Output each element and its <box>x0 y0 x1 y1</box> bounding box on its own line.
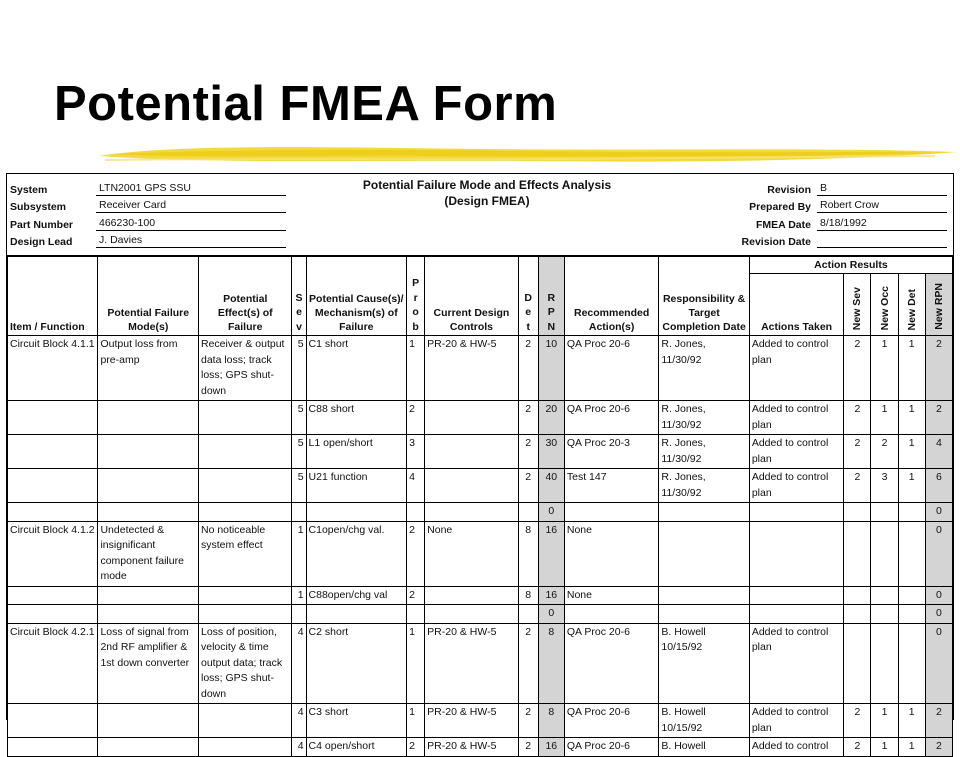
new-rpn-cell: 2 <box>925 336 952 401</box>
responsibility-cell <box>659 586 749 605</box>
recommended-cell <box>564 503 659 522</box>
new-sev-cell <box>844 586 871 605</box>
rpn-cell: 8 <box>538 704 564 738</box>
actions-taken-cell: Added to control plan <box>749 623 844 704</box>
item-cell <box>8 738 98 757</box>
system-label: System <box>10 183 48 196</box>
cause-cell: C4 open/short <box>306 738 407 757</box>
new-occ-cell: 2 <box>871 435 898 469</box>
det-cell: 2 <box>518 738 538 757</box>
new-occ-cell: 1 <box>871 336 898 401</box>
header-left-fields <box>10 178 286 248</box>
failure-mode-cell: Loss of signal from 2nd RF amplifier & 1st down converter <box>98 623 199 704</box>
det-cell: 8 <box>518 586 538 605</box>
effect-cell <box>199 605 292 624</box>
effect-cell <box>199 586 292 605</box>
new-occ-cell <box>871 521 898 586</box>
prob-cell <box>407 503 425 522</box>
design-lead-value: J. Davies <box>96 233 286 248</box>
failure-mode-cell <box>98 503 199 522</box>
revision-value: B <box>817 181 947 196</box>
controls-cell <box>425 435 518 469</box>
new-rpn-cell: 2 <box>925 704 952 738</box>
new-det-cell <box>898 503 925 522</box>
item-cell <box>8 586 98 605</box>
actions-taken-cell <box>749 586 844 605</box>
item-cell: Circuit Block 4.2.1 <box>8 623 98 704</box>
new-occ-cell: 1 <box>871 401 898 435</box>
col-header-new-rpn: New RPN <box>925 274 952 336</box>
col-header-actions-taken: Actions Taken <box>749 274 844 336</box>
recommended-cell: QA Proc 20-6 <box>564 738 659 757</box>
table-row <box>8 704 953 738</box>
new-det-cell <box>898 586 925 605</box>
failure-mode-cell <box>98 586 199 605</box>
new-rpn-cell: 2 <box>925 738 952 757</box>
table-row <box>8 521 953 586</box>
new-occ-cell <box>871 623 898 704</box>
new-det-cell: 1 <box>898 704 925 738</box>
table-row <box>8 586 953 605</box>
failure-mode-cell <box>98 605 199 624</box>
new-sev-cell: 2 <box>844 401 871 435</box>
item-cell: Circuit Block 4.1.2 <box>8 521 98 586</box>
responsibility-cell: R. Jones, 11/30/92 <box>659 469 749 503</box>
item-cell <box>8 469 98 503</box>
controls-cell: PR-20 & HW-5 <box>425 623 518 704</box>
header-field-revision <box>697 178 947 196</box>
cause-cell <box>306 605 407 624</box>
sev-cell <box>292 503 306 522</box>
header-right-fields <box>697 178 947 248</box>
new-det-cell <box>898 521 925 586</box>
sev-cell: 4 <box>292 623 306 704</box>
col-header-rpn: R P N <box>538 257 564 336</box>
design-lead-label: Design Lead <box>10 236 73 248</box>
header-field-subsystem <box>10 196 286 214</box>
cause-cell: C88 short <box>306 401 407 435</box>
actions-taken-cell: Added to control plan <box>749 336 844 401</box>
subsystem-value: Receiver Card <box>96 198 286 213</box>
new-sev-cell: 2 <box>844 435 871 469</box>
controls-cell <box>425 503 518 522</box>
recommended-cell: None <box>564 521 659 586</box>
rpn-cell: 8 <box>538 623 564 704</box>
recommended-cell: QA Proc 20-6 <box>564 336 659 401</box>
prob-cell: 2 <box>407 586 425 605</box>
col-header-new-sev: New Sev <box>844 274 871 336</box>
part-number-value: 466230-100 <box>96 216 286 231</box>
sev-cell <box>292 605 306 624</box>
new-det-cell <box>898 605 925 624</box>
fmea-table-body <box>8 336 953 757</box>
recommended-cell: QA Proc 20-6 <box>564 704 659 738</box>
responsibility-cell <box>659 503 749 522</box>
controls-cell <box>425 605 518 624</box>
recommended-cell: Test 147 <box>564 469 659 503</box>
cause-cell: C88open/chg val <box>306 586 407 605</box>
effect-cell <box>199 435 292 469</box>
table-row <box>8 336 953 401</box>
col-header-cause: Potential Cause(s)/ Mechanism(s) of Failure <box>306 257 407 336</box>
col-header-prob: P r o b <box>407 257 425 336</box>
new-det-cell: 1 <box>898 401 925 435</box>
new-sev-cell <box>844 623 871 704</box>
item-cell <box>8 401 98 435</box>
new-det-cell: 1 <box>898 738 925 757</box>
header-field-revision-date <box>697 231 947 249</box>
new-rpn-cell: 0 <box>925 521 952 586</box>
controls-cell <box>425 469 518 503</box>
rpn-cell: 16 <box>538 586 564 605</box>
col-header-new-occ: New Occ <box>871 274 898 336</box>
sev-cell: 5 <box>292 401 306 435</box>
new-det-cell <box>898 623 925 704</box>
det-cell: 2 <box>518 435 538 469</box>
actions-taken-cell <box>749 605 844 624</box>
det-cell: 2 <box>518 623 538 704</box>
fmea-form <box>6 173 954 752</box>
header-field-prepared-by <box>697 196 947 214</box>
effect-cell <box>199 704 292 738</box>
form-title-line1: Potential Failure Mode and Effects Analysis <box>362 178 612 192</box>
part-number-label: Part Number <box>10 218 74 231</box>
new-rpn-cell: 2 <box>925 401 952 435</box>
prepared-by-value: Robert Crow <box>817 198 947 213</box>
item-cell <box>8 503 98 522</box>
failure-mode-cell <box>98 704 199 738</box>
table-header-row-1 <box>8 257 953 274</box>
recommended-cell: QA Proc 20-3 <box>564 435 659 469</box>
prob-cell <box>407 605 425 624</box>
cause-cell: C2 short <box>306 623 407 704</box>
system-value: LTN2001 GPS SSU <box>96 181 286 196</box>
sev-cell: 4 <box>292 738 306 757</box>
new-sev-cell <box>844 521 871 586</box>
new-det-cell: 1 <box>898 469 925 503</box>
new-det-cell: 1 <box>898 435 925 469</box>
col-header-item: Item / Function <box>8 257 98 336</box>
cause-cell: C1 short <box>306 336 407 401</box>
sev-cell: 1 <box>292 586 306 605</box>
actions-taken-cell <box>749 503 844 522</box>
failure-mode-cell <box>98 738 199 757</box>
actions-taken-cell: Added to control plan <box>749 401 844 435</box>
new-sev-cell <box>844 605 871 624</box>
effect-cell: No noticeable system effect <box>199 521 292 586</box>
effect-cell <box>199 738 292 757</box>
new-rpn-cell: 0 <box>925 586 952 605</box>
det-cell: 2 <box>518 469 538 503</box>
table-row <box>8 738 953 757</box>
det-cell: 2 <box>518 336 538 401</box>
sev-cell: 1 <box>292 521 306 586</box>
recommended-cell <box>564 605 659 624</box>
prob-cell: 2 <box>407 401 425 435</box>
item-cell: Circuit Block 4.1.1 <box>8 336 98 401</box>
item-cell <box>8 435 98 469</box>
sev-cell: 4 <box>292 704 306 738</box>
new-sev-cell: 2 <box>844 704 871 738</box>
new-sev-cell: 2 <box>844 469 871 503</box>
new-det-cell: 1 <box>898 336 925 401</box>
sev-cell: 5 <box>292 435 306 469</box>
new-rpn-cell: 4 <box>925 435 952 469</box>
header-field-fmea-date <box>697 213 947 231</box>
det-cell: 8 <box>518 521 538 586</box>
recommended-cell: QA Proc 20-6 <box>564 401 659 435</box>
effect-cell: Receiver & output data loss; track loss; GPS shut-down <box>199 336 292 401</box>
table-row <box>8 503 953 522</box>
col-header-failure-mode: Potential Failure Mode(s) <box>98 257 199 336</box>
cause-cell: C1open/chg val. <box>306 521 407 586</box>
new-rpn-cell: 0 <box>925 503 952 522</box>
header-field-design-lead <box>10 231 286 249</box>
revision-label: Revision <box>767 183 811 196</box>
controls-cell: None <box>425 521 518 586</box>
header-field-system <box>10 178 286 196</box>
actions-taken-cell <box>749 521 844 586</box>
effect-cell: Loss of position, velocity & time output data; track loss; GPS shut-down <box>199 623 292 704</box>
controls-cell <box>425 586 518 605</box>
controls-cell <box>425 401 518 435</box>
controls-cell: PR-20 & HW-5 <box>425 738 518 757</box>
col-header-recommended: Recommended Action(s) <box>564 257 659 336</box>
sev-cell: 5 <box>292 469 306 503</box>
new-rpn-cell: 0 <box>925 605 952 624</box>
col-header-responsibility: Responsibility & Target Completion Date <box>659 257 749 336</box>
cause-cell: U21 function <box>306 469 407 503</box>
cause-cell <box>306 503 407 522</box>
table-row <box>8 623 953 704</box>
actions-taken-cell: Added to control <box>749 738 844 757</box>
failure-mode-cell <box>98 401 199 435</box>
subsystem-label: Subsystem <box>10 201 67 213</box>
prob-cell: 4 <box>407 469 425 503</box>
col-header-new-det: New Det <box>898 274 925 336</box>
new-rpn-cell: 0 <box>925 623 952 704</box>
new-occ-cell <box>871 605 898 624</box>
sev-cell: 5 <box>292 336 306 401</box>
col-header-action-results: Action Results <box>749 257 952 274</box>
failure-mode-cell <box>98 469 199 503</box>
slide-title: Potential FMEA Form <box>54 77 558 131</box>
prob-cell: 1 <box>407 704 425 738</box>
failure-mode-cell: Output loss from pre-amp <box>98 336 199 401</box>
effect-cell <box>199 401 292 435</box>
new-sev-cell <box>844 503 871 522</box>
failure-mode-cell: Undetected & insignificant component failure mode <box>98 521 199 586</box>
new-sev-cell: 2 <box>844 336 871 401</box>
det-cell: 2 <box>518 401 538 435</box>
effect-cell <box>199 503 292 522</box>
controls-cell: PR-20 & HW-5 <box>425 704 518 738</box>
responsibility-cell <box>659 605 749 624</box>
controls-cell: PR-20 & HW-5 <box>425 336 518 401</box>
rpn-cell: 16 <box>538 738 564 757</box>
rpn-cell: 0 <box>538 605 564 624</box>
actions-taken-cell: Added to control plan <box>749 435 844 469</box>
responsibility-cell: R. Jones, 11/30/92 <box>659 336 749 401</box>
fmea-table <box>7 256 953 757</box>
fmea-date-label: FMEA Date <box>755 218 811 231</box>
rpn-cell: 10 <box>538 336 564 401</box>
recommended-cell: None <box>564 586 659 605</box>
revision-date-label: Revision Date <box>741 236 811 248</box>
effect-cell <box>199 469 292 503</box>
rpn-cell: 16 <box>538 521 564 586</box>
rpn-cell: 0 <box>538 503 564 522</box>
col-header-det: D e t <box>518 257 538 336</box>
cause-cell: C3 short <box>306 704 407 738</box>
form-title-line2: (Design FMEA) <box>444 194 530 208</box>
actions-taken-cell: Added to control plan <box>749 469 844 503</box>
responsibility-cell: B. Howell <box>659 738 749 757</box>
col-header-sev: S e v <box>292 257 306 336</box>
col-header-effect: Potential Effect(s) of Failure <box>199 257 292 336</box>
new-occ-cell: 3 <box>871 469 898 503</box>
table-row <box>8 401 953 435</box>
new-occ-cell <box>871 586 898 605</box>
item-cell <box>8 605 98 624</box>
det-cell <box>518 605 538 624</box>
cause-cell: L1 open/short <box>306 435 407 469</box>
table-row <box>8 435 953 469</box>
failure-mode-cell <box>98 435 199 469</box>
recommended-cell: QA Proc 20-6 <box>564 623 659 704</box>
revision-date-value <box>817 233 947 248</box>
prob-cell: 1 <box>407 623 425 704</box>
new-sev-cell: 2 <box>844 738 871 757</box>
fmea-date-value: 8/18/1992 <box>817 216 947 231</box>
responsibility-cell: R. Jones, 11/30/92 <box>659 435 749 469</box>
rpn-cell: 20 <box>538 401 564 435</box>
prob-cell: 2 <box>407 738 425 757</box>
item-cell <box>8 704 98 738</box>
table-row <box>8 605 953 624</box>
responsibility-cell: B. Howell 10/15/92 <box>659 623 749 704</box>
rpn-cell: 30 <box>538 435 564 469</box>
new-occ-cell: 1 <box>871 738 898 757</box>
new-rpn-cell: 6 <box>925 469 952 503</box>
responsibility-cell: R. Jones, 11/30/92 <box>659 401 749 435</box>
header-field-part-number <box>10 213 286 231</box>
responsibility-cell <box>659 521 749 586</box>
new-occ-cell: 1 <box>871 704 898 738</box>
actions-taken-cell: Added to control plan <box>749 704 844 738</box>
prob-cell: 2 <box>407 521 425 586</box>
prob-cell: 1 <box>407 336 425 401</box>
form-title <box>307 177 667 209</box>
prepared-by-label: Prepared By <box>749 201 811 213</box>
rpn-cell: 40 <box>538 469 564 503</box>
table-row <box>8 469 953 503</box>
det-cell <box>518 503 538 522</box>
col-header-controls: Current Design Controls <box>425 257 518 336</box>
yellow-brush-stroke <box>95 138 960 172</box>
form-header <box>7 174 953 256</box>
prob-cell: 3 <box>407 435 425 469</box>
det-cell: 2 <box>518 704 538 738</box>
new-occ-cell <box>871 503 898 522</box>
responsibility-cell: B. Howell 10/15/92 <box>659 704 749 738</box>
